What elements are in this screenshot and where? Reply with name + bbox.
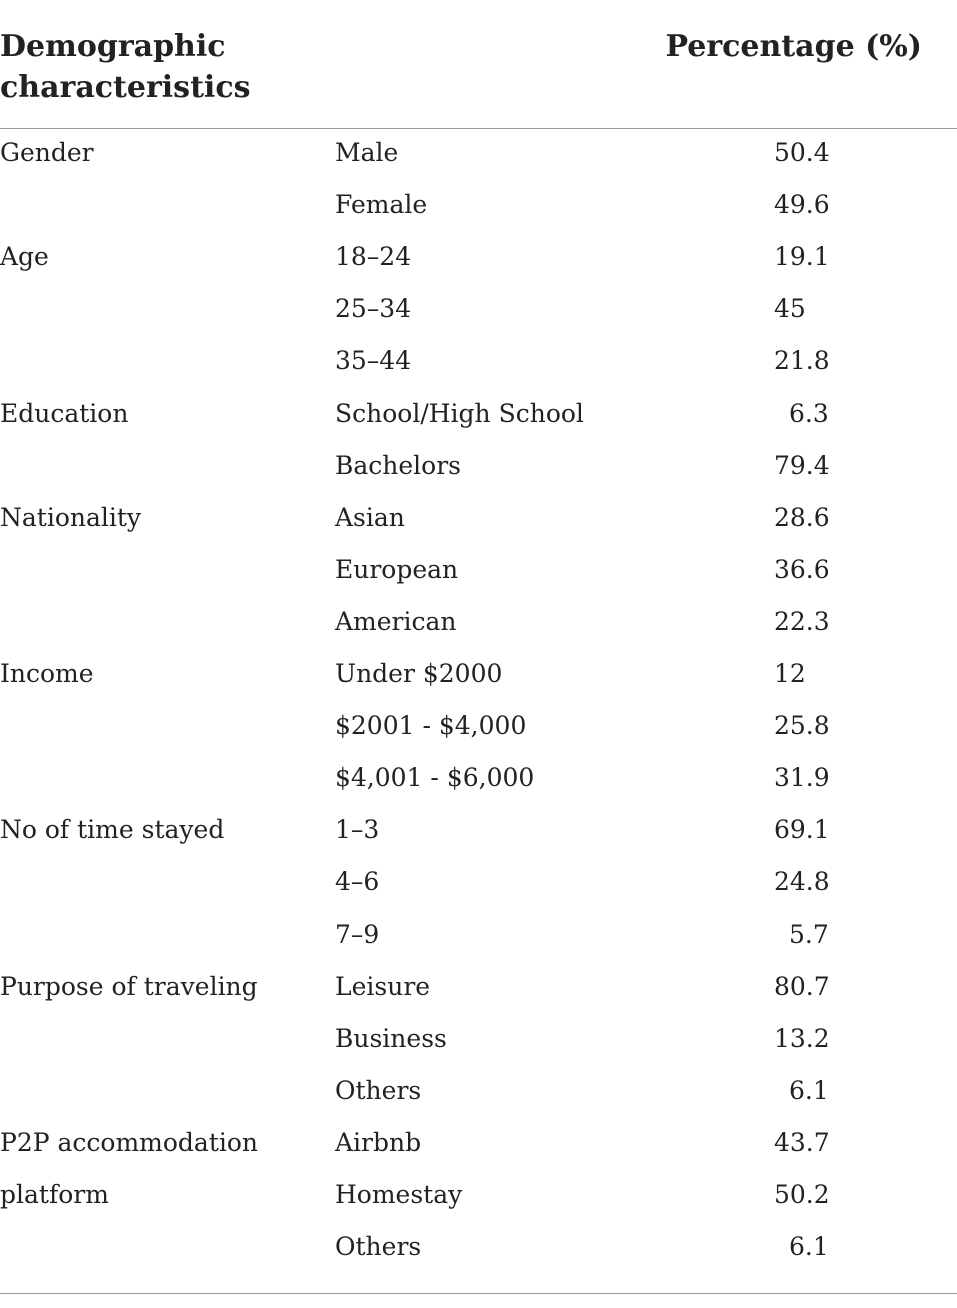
table-row (0, 596, 957, 648)
header-demographic-characteristics: Demographic characteristics (0, 29, 251, 105)
table-row (0, 1117, 957, 1169)
table-row (0, 388, 957, 440)
table-row (0, 648, 957, 700)
row-item: Homestay (335, 1180, 463, 1209)
row-item: 35–44 (335, 346, 412, 376)
row-percentage: 19.1 (774, 242, 830, 272)
row-percentage: 12 (774, 659, 806, 688)
row-item: Business (335, 1023, 447, 1053)
row-category: P2P accommodation (0, 1127, 259, 1157)
table-row (0, 335, 957, 387)
row-percentage: 6.3 (789, 398, 829, 428)
row-item: Female (335, 190, 428, 220)
row-percentage: 24.8 (774, 867, 830, 897)
row-category: No of time stayed (0, 815, 225, 845)
row-item: $4,001 - $6,000 (335, 763, 535, 793)
row-percentage: 79.4 (774, 450, 830, 480)
table-row (0, 231, 957, 283)
row-item: Male (335, 138, 399, 167)
row-percentage: 36.6 (774, 554, 830, 584)
row-item: Others (335, 1232, 422, 1262)
row-percentage: 31.9 (774, 763, 830, 793)
row-category: Purpose of traveling (0, 971, 258, 1001)
row-category: Age (0, 242, 49, 272)
table-row (0, 961, 957, 1013)
row-percentage: 6.1 (789, 1232, 829, 1262)
row-item: Bachelors (335, 450, 462, 480)
row-item: Airbnb (335, 1127, 422, 1157)
row-item: 7–9 (335, 919, 380, 949)
row-category: Nationality (0, 502, 142, 532)
row-item: 4–6 (335, 867, 380, 897)
table-row (0, 1013, 957, 1065)
row-item: 1–3 (335, 815, 380, 845)
row-percentage: 6.1 (789, 1075, 829, 1105)
table-row (0, 1169, 957, 1221)
row-percentage: 22.3 (774, 606, 830, 636)
bottom-rule (0, 1293, 957, 1294)
table-row (0, 1221, 957, 1273)
row-item: American (335, 606, 457, 636)
table-header (0, 0, 957, 129)
table-row (0, 179, 957, 231)
table-row (0, 127, 957, 179)
row-percentage: 49.6 (774, 190, 830, 220)
table-row (0, 700, 957, 752)
table-row (0, 909, 957, 961)
row-category: Income (0, 659, 94, 688)
row-percentage: 25.8 (774, 711, 830, 741)
table-row (0, 856, 957, 908)
row-item: Under $2000 (335, 659, 503, 688)
table-row (0, 544, 957, 596)
table-row (0, 283, 957, 335)
table-row (0, 1065, 957, 1117)
row-percentage: 28.6 (774, 502, 830, 532)
row-percentage: 69.1 (774, 815, 830, 845)
table-row (0, 804, 957, 856)
row-percentage: 45 (774, 294, 806, 324)
table-row (0, 492, 957, 544)
row-item: 25–34 (335, 294, 412, 324)
row-item: School/High School (335, 398, 584, 428)
row-item: European (335, 554, 459, 584)
row-item: Asian (335, 502, 405, 532)
row-percentage: 80.7 (774, 971, 830, 1001)
row-percentage: 43.7 (774, 1127, 830, 1157)
table-row (0, 440, 957, 492)
row-percentage: 5.7 (789, 919, 829, 949)
row-item: $2001 - $4,000 (335, 711, 527, 741)
row-item: Others (335, 1075, 422, 1105)
row-item: 18–24 (335, 242, 412, 272)
row-category: Education (0, 398, 129, 428)
row-category: platform (0, 1180, 109, 1209)
header-percentage: Percentage (%) (665, 29, 922, 64)
row-percentage: 13.2 (774, 1023, 830, 1053)
row-item: Leisure (335, 971, 431, 1001)
row-category: Gender (0, 138, 94, 167)
row-percentage: 21.8 (774, 346, 830, 376)
row-percentage: 50.2 (774, 1180, 830, 1209)
table-row (0, 752, 957, 804)
row-percentage: 50.4 (774, 138, 830, 167)
